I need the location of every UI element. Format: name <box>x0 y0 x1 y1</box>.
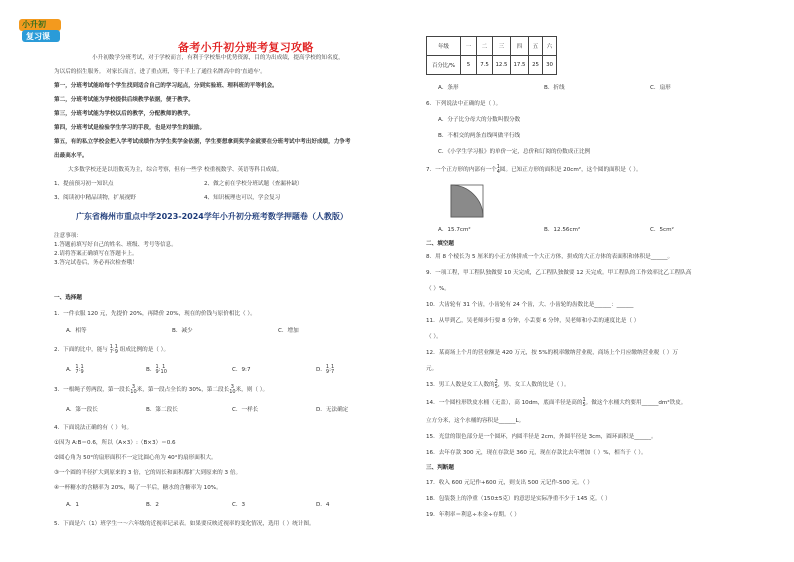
q2-opt-a: A．1 7:1 9 <box>66 363 84 375</box>
table-cell: 25 <box>529 56 543 75</box>
q18-text: 18．包装袋上的净重（150±5克）的意思是实际净重不少于 145 克。（ ） <box>426 496 611 502</box>
q15-text: 15．光盘的银色部分是一个圆环，内圆半径是 2cm，外圆半径是 3cm，圆环面积是______。 <box>426 434 657 440</box>
table-cell: 12.5 <box>493 56 511 75</box>
q7-text: 7．一个正方形的内部有一个1 4圆。已知正方形的面积是 20cm²，这个圆的面积是（ ）。 <box>426 163 642 175</box>
q2-opt-d: D．1 9:1 7 <box>316 363 335 375</box>
notice-title: 注意事项： <box>54 233 82 239</box>
q2-lead: 2．下面的比中，能与 <box>54 347 108 353</box>
q9-text: 9．一项工程，甲工程队独做要 10 天完成，乙工程队独做要 12 天完成。甲工程队的工作效率比乙工程队高 <box>426 270 692 276</box>
q2-text: 2．下面的比中，能与 1 7:1 9 组成比例的是（ ）。 <box>54 343 170 355</box>
reason-5: 第五，有的私立学校会把入学考试成绩作为学生奖学金依据，学生要想拿到奖学金就要在分班考试中考出好成绩，力争考 <box>54 139 351 145</box>
table-cell: 六 <box>543 37 557 56</box>
logo <box>18 18 62 42</box>
table-cell: 年级 <box>427 37 461 56</box>
page-title: 备考小升初分班考复习攻略 <box>178 41 314 54</box>
q3-opt-b: B．第二段长 <box>146 407 178 413</box>
q12-cont: 元。 <box>426 366 438 372</box>
table-cell: 百分比/% <box>427 56 461 75</box>
q5-opt-b: B．折线 <box>544 85 565 91</box>
notice-1: 1.答题前填写好自己的姓名、班级、考号等信息。 <box>54 242 177 248</box>
table-cell: 7.5 <box>477 56 493 75</box>
reason-2: 第二，分班考试能为学校提供后续教学依据，便于教学。 <box>54 97 194 103</box>
q4-item-3: ③一个圆的半径扩大到原来的 3 倍，它的周长和面积都扩大到原来的 3 倍。 <box>54 470 242 476</box>
intro-line-1: 小升初数学分班考试，对于学校而言，有利于学校集中优势资源，目的为出成绩，提高学校的知名度， <box>92 55 344 61</box>
q7-opt-b: B．12.56cm² <box>544 227 581 233</box>
exam-title: 广东省梅州市重点中学2023-2024学年小升初分班考数学押题卷（人教版） <box>76 212 348 221</box>
tip-4: 4、知识梳理也可以，学会复习 <box>204 195 281 201</box>
q3-opt-a: A．第一段长 <box>66 407 98 413</box>
quarter-circle-figure <box>450 184 484 222</box>
table-cell: 二 <box>477 37 493 56</box>
intro-line-2: 为以后的招生服务。 对家长而言，进了重点班，等于半上了通往名牌高中的'直通车'。 <box>54 69 266 75</box>
notice-3: 3.答完试卷后，务必再次检查哦！ <box>54 260 138 266</box>
table-header-row <box>427 37 557 56</box>
q11-text: 11．从甲到乙，吴老师步行要 8 分钟，小丢要 6 分钟，吴老师和小丢的速度比是（ ） <box>426 318 640 324</box>
q5-text: 5．下面是六（1）班学生一～六年级的近视率记录表。如果要反映近视率的变化情况，选用（ ）统计图。 <box>54 521 315 527</box>
q2-opt-b: B．1 9:1 10 <box>146 363 167 375</box>
section-choice: 一、选择题 <box>54 295 82 301</box>
q17-text: 17．收入 600 元记作+600 元，则支出 500 元记作-500 元。（ ） <box>426 480 593 486</box>
table-cell: 17.5 <box>511 56 529 75</box>
table-cell: 30 <box>543 56 557 75</box>
q4-text: 4．下面说法正确的有（ ）句。 <box>54 425 133 431</box>
reason-1: 第一，分班考试能给每个学生找到适合自己的学习起点，分到实验班、理科班的平等机会。 <box>54 83 278 89</box>
q4-item-2: ②圆心角为 50°的扇形面积不一定比圆心角为 40°的扇形面积大。 <box>54 455 217 461</box>
table-cell: 5 <box>461 56 477 75</box>
q2-opt-c: C．9:7 <box>232 367 251 373</box>
tip-1: 1、提前预习初一知识点 <box>54 181 114 187</box>
tip-2: 2、做之前在学校分班试题（查漏补缺） <box>204 181 303 187</box>
reason-4: 第四，分班考试是检验学生学习的手段，也是对学生的鼓励。 <box>54 125 206 131</box>
q16-text: 16．去年存款 300 元，现在存款是 360 元，现在存款比去年增加（ ）%，相当于（ ）。 <box>426 450 647 456</box>
table-cell: 三 <box>493 37 511 56</box>
q9-cont: （ ）%。 <box>426 286 450 292</box>
tip-3: 3、阅读初中精品读物，扩展视野 <box>54 195 136 201</box>
q1-text: 1．一件衣服 120 元，先提价 20%，再降价 20%，现在的价钱与原价相比（ ）。 <box>54 311 256 317</box>
table-cell: 五 <box>529 37 543 56</box>
q10-text: 10．大齿轮有 31 个齿，小齿轮有 24 个齿，大、小齿轮的齿数比是______：______ <box>426 302 634 308</box>
q11-cont: （ ）。 <box>426 334 442 340</box>
table-cell: 一 <box>461 37 477 56</box>
q7-opt-c: C．5cm² <box>650 227 674 233</box>
q14-cont: 立方分米，这个水桶的容积是______L。 <box>426 418 525 424</box>
q3-opt-d: D．无法确定 <box>316 407 349 413</box>
q12-text: 12．某商场上个月的营业额是 420 万元，按 5%的税率缴纳营业税，商场上个月应缴纳营业税（ ）万 <box>426 350 678 356</box>
q6-item-c: C．《小学生学习报》的单价一定，总价和订阅的份数成正比例 <box>438 149 591 155</box>
table-cell: 四 <box>511 37 529 56</box>
intro-p2: 大多数学校还是以语数英为主，综合考察，但有一些学 校重视数学、英语等科目成绩。 <box>68 167 283 173</box>
logo-line-1: 小升初 <box>22 20 46 29</box>
q14-text: 14．一个圆柱形铁皮水桶（无盖），高 10dm，底面半径是高的1 5。做这个水桶大约要用______dm²铁皮。 <box>426 396 687 408</box>
q3-opt-c: C．一样长 <box>232 407 259 413</box>
q7-opt-a: A．15.7cm² <box>438 227 471 233</box>
q19-text: 19．年利率＝利息÷本金÷存期。（ ） <box>426 512 520 518</box>
q6-item-b: B．不相交的两条直线叫做平行线 <box>438 133 521 139</box>
section-fill: 二、填空题 <box>426 241 454 247</box>
q5-opt-a: A．条形 <box>438 85 459 91</box>
table-row <box>427 56 557 75</box>
q4-opt-b: B．2 <box>146 502 159 508</box>
q1-opt-b: B．减少 <box>172 328 193 334</box>
q6-item-a: A．分子比分母大的分数叫假分数 <box>438 117 521 123</box>
notice-2: 2.请将答案正确填写在答题卡上。 <box>54 251 138 257</box>
q4-item-4: ④一杯糖水的含糖率为 20%，喝了一半后，糖水的含糖率为 10%。 <box>54 485 222 491</box>
reason-3: 第三，分班考试能为学校以后的教学，分配教师的教学。 <box>54 111 194 117</box>
q4-opt-a: A．1 <box>66 502 79 508</box>
q5-opt-c: C．扇形 <box>650 85 671 91</box>
q2-tail: 组成比例的是（ ）。 <box>119 347 170 353</box>
q3-text: 3．一根绳子剪两段，第一段长3 10米，第一段占全长的 30%，第二段长3 10米，则（ ）。 <box>54 383 269 395</box>
q8-text: 8．用 8 个棱长为 5 厘米的小正方体拼成一个大正方体，拼成的大正方体的表面积和体积是______。 <box>426 254 674 260</box>
q13-text: 13．男工人数是女工人数的2 5，男、女工人数的比是（ ）。 <box>426 378 570 390</box>
section-judge: 三、判断题 <box>426 465 454 471</box>
logo-line-2: 复习课 <box>26 32 50 41</box>
q4-opt-c: C．3 <box>232 502 246 508</box>
q6-text: 6．下列说法中正确的是（ ）。 <box>426 101 502 107</box>
q1-opt-a: A．相等 <box>66 328 87 334</box>
myopia-table <box>426 36 557 75</box>
reason-5-cont: 出最高水平。 <box>54 153 88 159</box>
q4-item-1: ①因为 A:B＝0.6，所以（A×3）:（B×3）＝0.6 <box>54 440 176 446</box>
q4-opt-d: D．4 <box>316 502 330 508</box>
q1-opt-c: C．增加 <box>278 328 299 334</box>
